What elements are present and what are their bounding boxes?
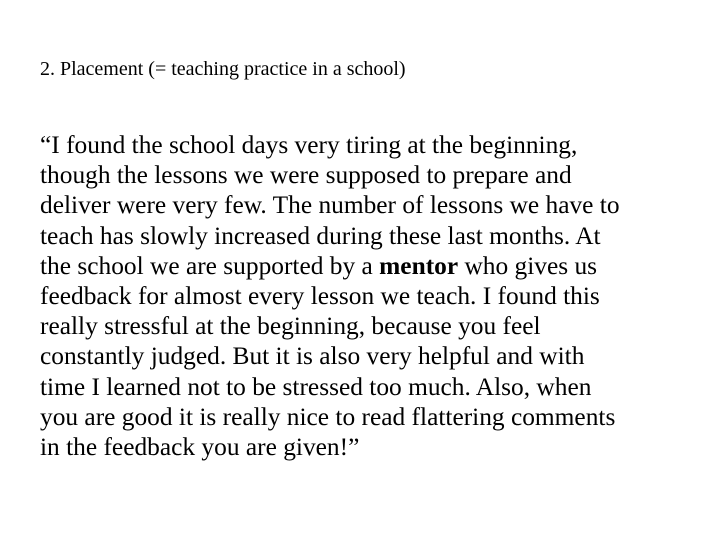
quote-line: constantly judged. But it is also very helpful and with bbox=[40, 342, 585, 371]
quote-line: “I found the school days very tiring at the beginning, bbox=[40, 131, 578, 159]
quote-text: who gives us bbox=[458, 251, 598, 280]
quote-line: time I learned not to be stressed too much. Also, when bbox=[40, 372, 592, 401]
quote-line: feedback for almost every lesson we teach. I found this bbox=[40, 282, 600, 311]
quote-line: teach has slowly increased during these last months. At bbox=[40, 221, 601, 250]
quote-line: in the feedback you are given!” bbox=[40, 433, 360, 462]
quote-text: the school we are supported by a bbox=[40, 251, 380, 280]
quote-line: you are good it is really nice to read flattering comments bbox=[40, 402, 616, 431]
quote-block bbox=[40, 130, 710, 462]
quote-line: though the lessons we were supposed to prepare and bbox=[40, 161, 572, 190]
quote-line: deliver were very few. The number of lessons we have to bbox=[40, 191, 620, 220]
emphasized-term: mentor bbox=[379, 251, 459, 280]
quote-line: really stressful at the beginning, because you feel bbox=[40, 312, 541, 341]
quote-line bbox=[40, 251, 710, 281]
section-heading: 2. Placement (= teaching practice in a school) bbox=[40, 58, 406, 80]
